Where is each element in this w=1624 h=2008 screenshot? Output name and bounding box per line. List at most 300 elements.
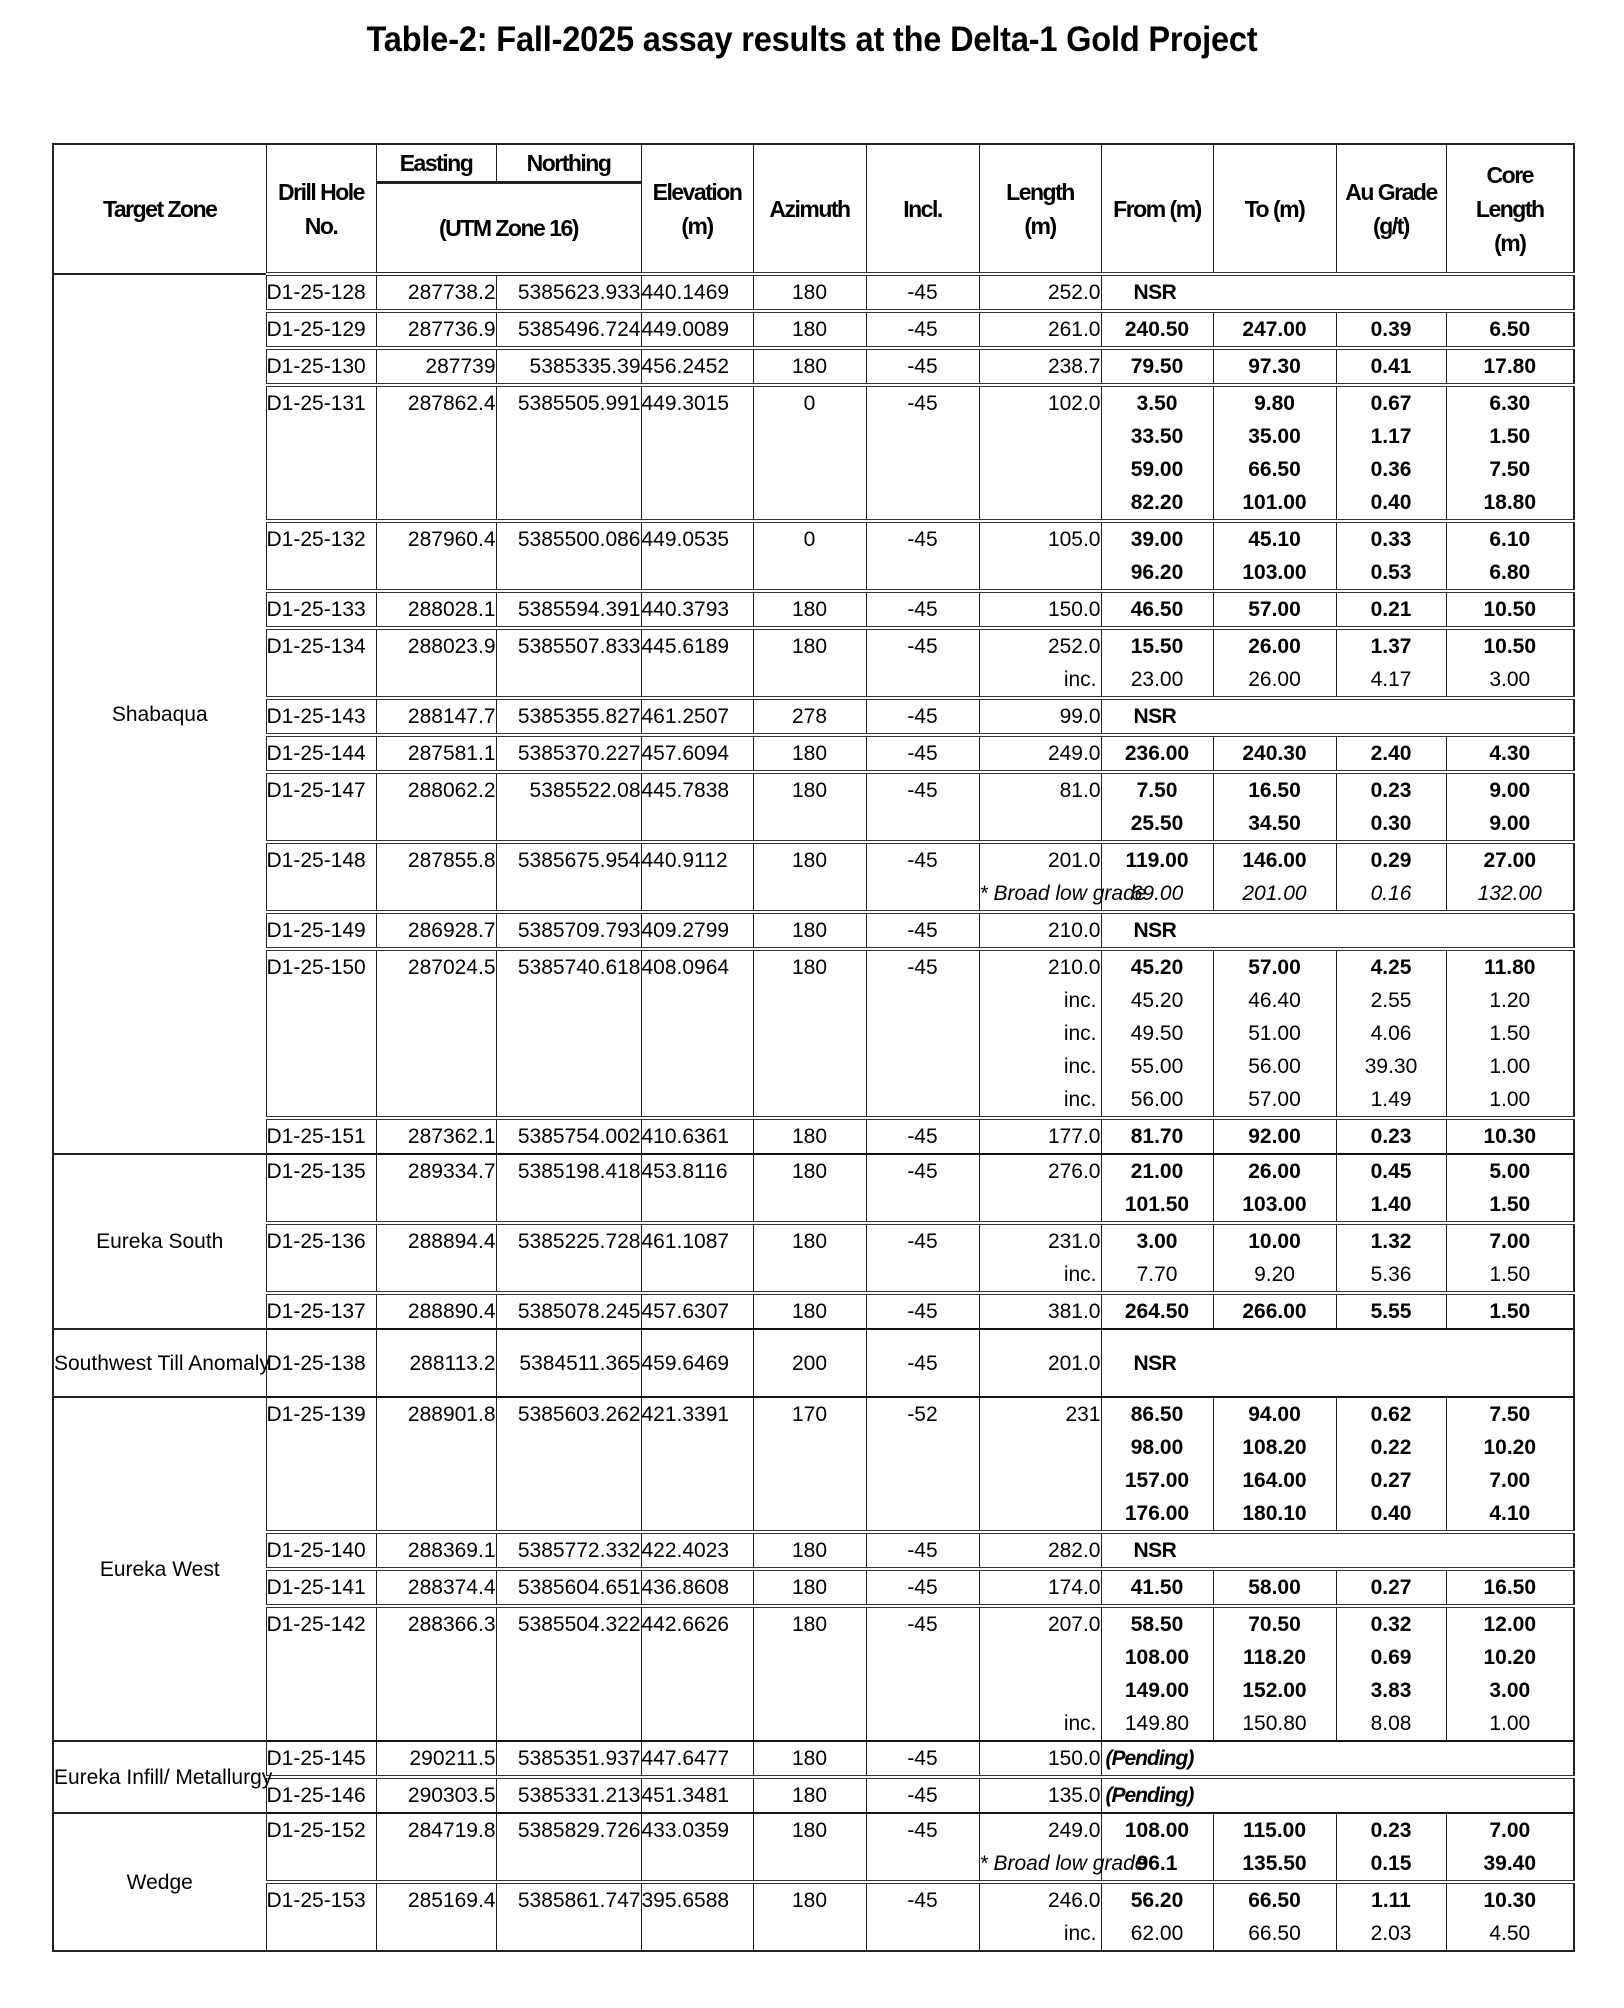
au-grade-cell: 2.03 (1336, 1917, 1446, 1951)
length-cell: 150.0 (979, 1741, 1101, 1777)
incl-cell (866, 807, 979, 842)
au-grade-cell: 8.08 (1336, 1707, 1446, 1741)
azimuth-cell: 180 (753, 1882, 866, 1917)
drill-hole-cell (266, 1917, 376, 1951)
elevation-cell (641, 1707, 753, 1741)
easting-cell (376, 1464, 496, 1497)
elevation-cell (641, 807, 753, 842)
from-cell: 15.50 (1101, 628, 1213, 663)
drill-hole-cell (266, 1847, 376, 1882)
easting-cell: 288366.3 (376, 1606, 496, 1641)
au-grade-cell: 0.45 (1336, 1154, 1446, 1188)
core-length-cell: 10.20 (1446, 1431, 1574, 1464)
easting-cell (376, 1050, 496, 1083)
incl-cell: -45 (866, 348, 979, 385)
from-cell: 33.50 (1101, 420, 1213, 453)
table-body (53, 274, 1574, 1951)
core-length-cell: 16.50 (1446, 1569, 1574, 1606)
length-cell: 210.0 (979, 912, 1101, 949)
incl-cell: -45 (866, 1777, 979, 1813)
to-cell: 35.00 (1213, 420, 1336, 453)
au-grade-cell: 0.29 (1336, 842, 1446, 877)
northing-cell: 5385754.002 (496, 1118, 641, 1154)
northing-cell: 5385829.726 (496, 1813, 641, 1847)
length-cell: 252.0 (979, 628, 1101, 663)
table-row (53, 1569, 1574, 1606)
au-grade-cell: 0.39 (1336, 311, 1446, 348)
from-cell: 59.00 (1101, 453, 1213, 486)
length-cell: 238.7 (979, 348, 1101, 385)
incl-cell: -52 (866, 1397, 979, 1431)
azimuth-cell: 0 (753, 521, 866, 556)
length-cell (979, 556, 1101, 591)
easting-cell (376, 1917, 496, 1951)
inc-label: inc. (979, 663, 1101, 698)
core-length-cell: 3.00 (1446, 1674, 1574, 1707)
table-row (53, 591, 1574, 628)
table-row (53, 274, 1574, 311)
from-cell: 149.80 (1101, 1707, 1213, 1741)
elevation-cell: 445.6189 (641, 628, 753, 663)
northing-cell (496, 1188, 641, 1223)
northing-cell: 5385522.08 (496, 772, 641, 807)
core-length-cell: 10.50 (1446, 628, 1574, 663)
table-header (53, 144, 1574, 274)
table-row (53, 1847, 1574, 1882)
nsr-result: NSR (1101, 274, 1574, 311)
azimuth-cell (753, 1017, 866, 1050)
elevation-cell: 456.2452 (641, 348, 753, 385)
northing-cell (496, 877, 641, 912)
inc-label: inc. (979, 1707, 1101, 1741)
northing-cell: 5385709.793 (496, 912, 641, 949)
easting-cell (376, 1258, 496, 1293)
to-cell: 103.00 (1213, 1188, 1336, 1223)
table-row (53, 1497, 1574, 1532)
easting-cell: 287024.5 (376, 949, 496, 984)
header-azimuth: Azimuth (753, 144, 866, 274)
from-cell: 108.00 (1101, 1813, 1213, 1847)
northing-cell: 5385225.728 (496, 1223, 641, 1258)
table-row (53, 1118, 1574, 1154)
drill-hole-cell: D1-25-146 (266, 1777, 376, 1813)
table-row (53, 1741, 1574, 1777)
length-cell (979, 1431, 1101, 1464)
incl-cell (866, 984, 979, 1017)
table-row (53, 1083, 1574, 1118)
easting-cell (376, 807, 496, 842)
au-grade-cell: 3.83 (1336, 1674, 1446, 1707)
northing-cell (496, 420, 641, 453)
northing-cell: 5385331.213 (496, 1777, 641, 1813)
azimuth-cell (753, 420, 866, 453)
core-length-cell: 7.00 (1446, 1813, 1574, 1847)
from-cell: 41.50 (1101, 1569, 1213, 1606)
northing-cell: 5384511.365 (496, 1329, 641, 1397)
core-length-cell: 3.00 (1446, 663, 1574, 698)
easting-cell: 288369.1 (376, 1532, 496, 1569)
au-grade-cell: 2.40 (1336, 735, 1446, 772)
elevation-cell: 410.6361 (641, 1118, 753, 1154)
drill-hole-cell: D1-25-136 (266, 1223, 376, 1258)
core-length-cell: 17.80 (1446, 348, 1574, 385)
au-grade-cell: 2.55 (1336, 984, 1446, 1017)
from-cell: 101.50 (1101, 1188, 1213, 1223)
from-cell: 62.00 (1101, 1917, 1213, 1951)
table-row (53, 842, 1574, 877)
incl-cell: -45 (866, 949, 979, 984)
length-cell: 135.0 (979, 1777, 1101, 1813)
core-length-cell: 4.50 (1446, 1917, 1574, 1951)
table-row (53, 772, 1574, 807)
northing-cell (496, 984, 641, 1017)
core-length-cell: 27.00 (1446, 842, 1574, 877)
incl-cell (866, 1258, 979, 1293)
core-length-cell: 1.20 (1446, 984, 1574, 1017)
easting-cell (376, 1707, 496, 1741)
header-drill-hole-line2: No. (304, 212, 338, 239)
core-length-cell: 1.00 (1446, 1707, 1574, 1741)
table-row (53, 420, 1574, 453)
length-cell: 276.0 (979, 1154, 1101, 1188)
to-cell: 94.00 (1213, 1397, 1336, 1431)
inc-label: inc. (979, 1083, 1101, 1118)
au-grade-cell: 0.30 (1336, 807, 1446, 842)
incl-cell (866, 453, 979, 486)
northing-cell: 5385772.332 (496, 1532, 641, 1569)
northing-cell: 5385507.833 (496, 628, 641, 663)
azimuth-cell: 200 (753, 1329, 866, 1397)
northing-cell (496, 1641, 641, 1674)
incl-cell (866, 1188, 979, 1223)
table-row (53, 1813, 1574, 1847)
length-cell: 201.0 (979, 842, 1101, 877)
table-row (53, 877, 1574, 912)
to-cell: 108.20 (1213, 1431, 1336, 1464)
au-grade-cell: 0.16 (1336, 877, 1446, 912)
length-cell: 150.0 (979, 591, 1101, 628)
easting-cell: 286928.7 (376, 912, 496, 949)
to-cell: 66.50 (1213, 453, 1336, 486)
pending-result: (Pending) (1101, 1777, 1574, 1813)
target-zone-cell: Eureka West (53, 1397, 266, 1741)
elevation-cell (641, 1017, 753, 1050)
from-cell: 7.50 (1101, 772, 1213, 807)
incl-cell: -45 (866, 385, 979, 420)
core-length-cell: 10.30 (1446, 1882, 1574, 1917)
incl-cell (866, 663, 979, 698)
drill-hole-cell: D1-25-134 (266, 628, 376, 663)
header-drill-hole (266, 144, 376, 274)
header-elevation-line1: Elevation (652, 178, 742, 205)
drill-hole-cell: D1-25-153 (266, 1882, 376, 1917)
elevation-cell (641, 453, 753, 486)
to-cell: 16.50 (1213, 772, 1336, 807)
from-cell: 98.00 (1101, 1431, 1213, 1464)
drill-hole-cell: D1-25-142 (266, 1606, 376, 1641)
au-grade-cell: 0.40 (1336, 486, 1446, 521)
azimuth-cell: 278 (753, 698, 866, 735)
table-row (53, 1293, 1574, 1329)
drill-hole-cell (266, 1083, 376, 1118)
au-grade-cell: 0.53 (1336, 556, 1446, 591)
drill-hole-cell: D1-25-144 (266, 735, 376, 772)
incl-cell (866, 1497, 979, 1532)
drill-hole-cell: D1-25-138 (266, 1329, 376, 1397)
azimuth-cell (753, 1431, 866, 1464)
core-length-cell: 7.00 (1446, 1223, 1574, 1258)
drill-hole-cell: D1-25-141 (266, 1569, 376, 1606)
table-row (53, 1777, 1574, 1813)
elevation-cell: 422.4023 (641, 1532, 753, 1569)
header-utm-zone: (UTM Zone 16) (376, 183, 641, 275)
elevation-cell (641, 1674, 753, 1707)
azimuth-cell: 180 (753, 842, 866, 877)
azimuth-cell (753, 1917, 866, 1951)
elevation-cell: 453.8116 (641, 1154, 753, 1188)
inc-label: inc. (979, 1017, 1101, 1050)
incl-cell: -45 (866, 698, 979, 735)
easting-cell: 287960.4 (376, 521, 496, 556)
azimuth-cell (753, 1707, 866, 1741)
length-cell (979, 807, 1101, 842)
elevation-cell (641, 1083, 753, 1118)
nsr-result: NSR (1101, 1532, 1574, 1569)
northing-cell: 5385351.937 (496, 1741, 641, 1777)
from-cell: 69.00 (1101, 877, 1213, 912)
elevation-cell: 408.0964 (641, 949, 753, 984)
target-zone-cell: Eureka South (53, 1154, 266, 1329)
easting-cell: 288890.4 (376, 1293, 496, 1329)
easting-cell: 288028.1 (376, 591, 496, 628)
northing-cell (496, 807, 641, 842)
northing-cell (496, 556, 641, 591)
drill-hole-cell (266, 877, 376, 912)
elevation-cell: 457.6307 (641, 1293, 753, 1329)
drill-hole-cell (266, 663, 376, 698)
azimuth-cell: 180 (753, 628, 866, 663)
core-length-cell: 4.30 (1446, 735, 1574, 772)
au-grade-cell: 1.37 (1336, 628, 1446, 663)
core-length-cell: 1.50 (1446, 1017, 1574, 1050)
northing-cell: 5385078.245 (496, 1293, 641, 1329)
target-zone-cell: Wedge (53, 1813, 266, 1951)
to-cell: 57.00 (1213, 949, 1336, 984)
azimuth-cell: 180 (753, 1223, 866, 1258)
core-length-cell: 6.50 (1446, 311, 1574, 348)
core-length-cell: 10.20 (1446, 1641, 1574, 1674)
to-cell: 70.50 (1213, 1606, 1336, 1641)
northing-cell (496, 1674, 641, 1707)
au-grade-cell: 4.17 (1336, 663, 1446, 698)
azimuth-cell: 0 (753, 385, 866, 420)
length-cell: 249.0 (979, 735, 1101, 772)
to-cell: 101.00 (1213, 486, 1336, 521)
northing-cell: 5385603.262 (496, 1397, 641, 1431)
elevation-cell: 449.3015 (641, 385, 753, 420)
incl-cell: -45 (866, 1329, 979, 1397)
to-cell: 45.10 (1213, 521, 1336, 556)
incl-cell: -45 (866, 772, 979, 807)
core-length-cell: 1.50 (1446, 1188, 1574, 1223)
to-cell: 115.00 (1213, 1813, 1336, 1847)
elevation-cell: 445.7838 (641, 772, 753, 807)
broad-low-grade-note: * Broad low grade (979, 877, 1101, 912)
from-cell: 45.20 (1101, 984, 1213, 1017)
elevation-cell (641, 984, 753, 1017)
from-cell: 3.50 (1101, 385, 1213, 420)
to-cell: 26.00 (1213, 628, 1336, 663)
from-cell: 25.50 (1101, 807, 1213, 842)
core-length-cell: 6.10 (1446, 521, 1574, 556)
table-row (53, 628, 1574, 663)
to-cell: 92.00 (1213, 1118, 1336, 1154)
easting-cell (376, 486, 496, 521)
from-cell: 23.00 (1101, 663, 1213, 698)
table-row (53, 1641, 1574, 1674)
header-core-length-line2: Length (1475, 195, 1544, 222)
header-northing: Northing (496, 144, 641, 183)
au-grade-cell: 0.67 (1336, 385, 1446, 420)
from-cell: 264.50 (1101, 1293, 1213, 1329)
incl-cell (866, 1674, 979, 1707)
easting-cell: 287362.1 (376, 1118, 496, 1154)
core-length-cell: 1.00 (1446, 1050, 1574, 1083)
elevation-cell (641, 486, 753, 521)
core-length-cell: 1.50 (1446, 1258, 1574, 1293)
from-cell: 157.00 (1101, 1464, 1213, 1497)
elevation-cell (641, 1188, 753, 1223)
northing-cell (496, 1050, 641, 1083)
core-length-cell: 132.00 (1446, 877, 1574, 912)
core-length-cell: 1.50 (1446, 1293, 1574, 1329)
length-cell: 99.0 (979, 698, 1101, 735)
azimuth-cell (753, 807, 866, 842)
drill-hole-cell (266, 1707, 376, 1741)
elevation-cell: 440.9112 (641, 842, 753, 877)
length-cell: 249.0 (979, 1813, 1101, 1847)
table-row (53, 984, 1574, 1017)
incl-cell: -45 (866, 1532, 979, 1569)
azimuth-cell: 170 (753, 1397, 866, 1431)
northing-cell (496, 1258, 641, 1293)
inc-label: inc. (979, 1258, 1101, 1293)
au-grade-cell: 0.32 (1336, 1606, 1446, 1641)
from-cell: 149.00 (1101, 1674, 1213, 1707)
azimuth-cell (753, 1847, 866, 1882)
drill-hole-cell: D1-25-147 (266, 772, 376, 807)
to-cell: 240.30 (1213, 735, 1336, 772)
easting-cell (376, 1674, 496, 1707)
inc-label: inc. (979, 1917, 1101, 1951)
incl-cell: -45 (866, 628, 979, 663)
easting-cell: 284719.8 (376, 1813, 496, 1847)
northing-cell (496, 1707, 641, 1741)
drill-hole-cell: D1-25-133 (266, 591, 376, 628)
easting-cell: 287855.8 (376, 842, 496, 877)
northing-cell (496, 453, 641, 486)
drill-hole-cell: D1-25-137 (266, 1293, 376, 1329)
elevation-cell: 447.6477 (641, 1741, 753, 1777)
easting-cell: 290211.5 (376, 1741, 496, 1777)
northing-cell (496, 1083, 641, 1118)
incl-cell: -45 (866, 1741, 979, 1777)
azimuth-cell (753, 556, 866, 591)
from-cell: 7.70 (1101, 1258, 1213, 1293)
table-row (53, 1707, 1574, 1741)
from-cell: 82.20 (1101, 486, 1213, 521)
length-cell: 261.0 (979, 311, 1101, 348)
easting-cell: 287736.9 (376, 311, 496, 348)
au-grade-cell: 1.17 (1336, 420, 1446, 453)
from-cell: 56.20 (1101, 1882, 1213, 1917)
header-target-zone: Target Zone (53, 144, 266, 274)
core-length-cell: 7.50 (1446, 453, 1574, 486)
elevation-cell (641, 663, 753, 698)
drill-hole-cell (266, 1497, 376, 1532)
to-cell: 10.00 (1213, 1223, 1336, 1258)
azimuth-cell: 180 (753, 1118, 866, 1154)
inc-label: inc. (979, 1050, 1101, 1083)
to-cell: 66.50 (1213, 1917, 1336, 1951)
easting-cell: 287581.1 (376, 735, 496, 772)
header-from: From (m) (1101, 144, 1213, 274)
length-cell: 201.0 (979, 1329, 1101, 1397)
au-grade-cell: 0.36 (1336, 453, 1446, 486)
elevation-cell: 433.0359 (641, 1813, 753, 1847)
header-length-line1: Length (1006, 178, 1074, 205)
elevation-cell (641, 1917, 753, 1951)
length-cell (979, 486, 1101, 521)
table-row (53, 1154, 1574, 1188)
incl-cell: -45 (866, 521, 979, 556)
azimuth-cell (753, 1641, 866, 1674)
azimuth-cell: 180 (753, 1154, 866, 1188)
incl-cell: -45 (866, 1569, 979, 1606)
elevation-cell (641, 877, 753, 912)
easting-cell (376, 1017, 496, 1050)
northing-cell: 5385505.991 (496, 385, 641, 420)
northing-cell (496, 663, 641, 698)
table-row (53, 521, 1574, 556)
au-grade-cell: 0.40 (1336, 1497, 1446, 1532)
elevation-cell (641, 1464, 753, 1497)
northing-cell: 5385335.39 (496, 348, 641, 385)
target-zone-cell: Southwest Till Anomaly (53, 1329, 266, 1397)
azimuth-cell: 180 (753, 949, 866, 984)
easting-cell (376, 420, 496, 453)
drill-hole-cell: D1-25-132 (266, 521, 376, 556)
elevation-cell: 451.3481 (641, 1777, 753, 1813)
to-cell: 57.00 (1213, 591, 1336, 628)
core-length-cell: 39.40 (1446, 1847, 1574, 1882)
elevation-cell: 449.0535 (641, 521, 753, 556)
table-row (53, 1050, 1574, 1083)
northing-cell: 5385675.954 (496, 842, 641, 877)
incl-cell (866, 556, 979, 591)
easting-cell: 289334.7 (376, 1154, 496, 1188)
core-length-cell: 5.00 (1446, 1154, 1574, 1188)
au-grade-cell: 1.32 (1336, 1223, 1446, 1258)
drill-hole-cell: D1-25-130 (266, 348, 376, 385)
header-drill-hole-line1: Drill Hole (278, 178, 364, 205)
core-length-cell: 1.50 (1446, 420, 1574, 453)
incl-cell (866, 1017, 979, 1050)
from-cell: 86.50 (1101, 1397, 1213, 1431)
to-cell: 135.50 (1213, 1847, 1336, 1882)
from-cell: 81.70 (1101, 1118, 1213, 1154)
easting-cell: 288023.9 (376, 628, 496, 663)
